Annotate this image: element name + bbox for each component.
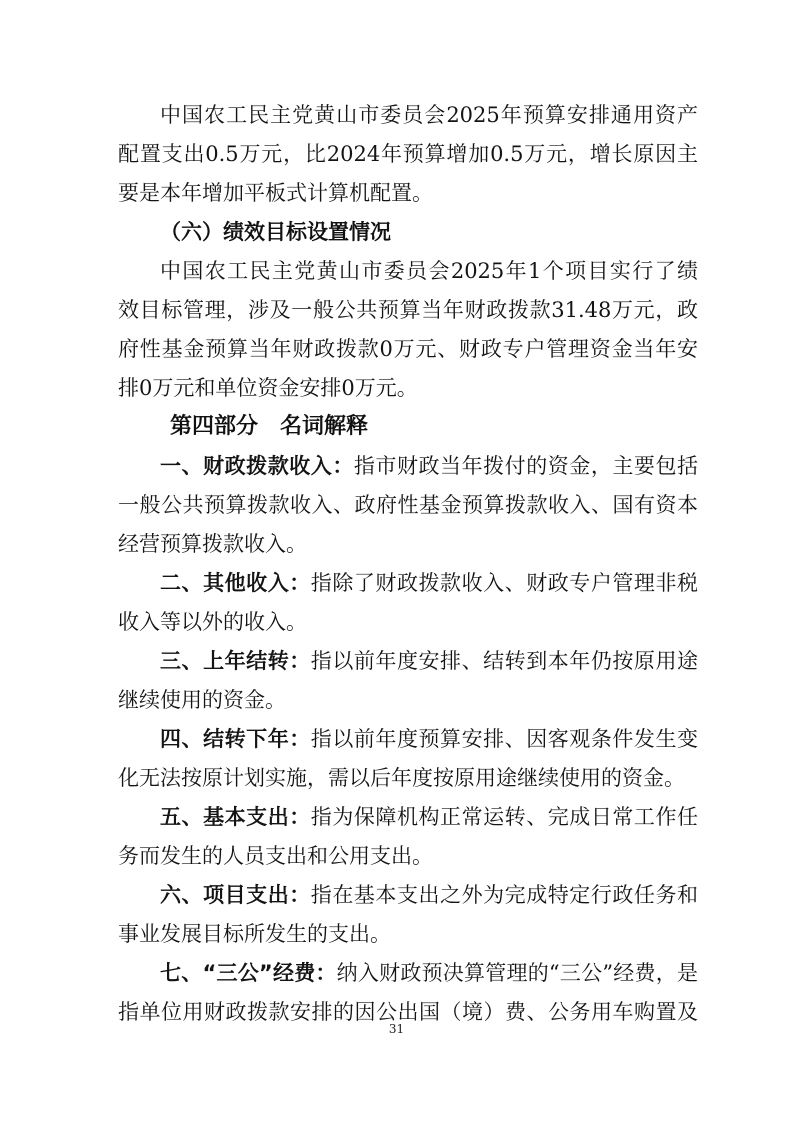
definition-line: 经营预算拨款收入。 (118, 532, 307, 556)
definition-first-line (160, 448, 698, 484)
definition-term: 七、“三公”经费： (160, 961, 337, 985)
definition-term: 五、基本支出： (160, 805, 311, 829)
section-heading: （六）绩效目标设置情况 (160, 220, 391, 244)
part-heading: 第四部分 名词解释 (170, 414, 369, 439)
definition-text: 指除了财政拨款收入、财政专户管理非税 (310, 571, 699, 595)
definition-term: 六、项目支出： (160, 883, 311, 907)
definition-line: 一般公共预算拨款收入、政府性基金预算拨款收入、国有资本 (118, 493, 698, 517)
definition-first-line (160, 643, 698, 679)
definition-text: 指以前年度安排、结转到本年仍按原用途 (310, 649, 699, 673)
page-number: 31 (388, 1022, 405, 1036)
definition-term: 一、财政拨款收入： (160, 454, 354, 478)
definition-line: 收入等以外的收入。 (118, 610, 307, 634)
definition-first-line (160, 565, 698, 601)
definition-line: 化无法按原计划实施，需以后年度按原用途继续使用的资金。 (118, 766, 685, 790)
definition-line: 继续使用的资金。 (118, 688, 286, 712)
definition-text: 指市财政当年拨付的资金，主要包括 (353, 454, 698, 478)
paragraph-line: 要是本年增加平板式计算机配置。 (118, 181, 433, 205)
paragraph-line: 配置支出0.5万元，比2024年预算增加0.5万元，增长原因主 (118, 142, 698, 166)
definition-first-line (160, 955, 698, 991)
definition-text: 指为保障机构正常运转、完成日常工作任 (310, 805, 699, 829)
paragraph-line: 排0万元和单位资金安排0万元。 (118, 376, 418, 400)
paragraph-line: 府性基金预算当年财政拨款0万元、财政专户管理资金当年安 (118, 337, 698, 361)
definition-first-line (160, 877, 698, 913)
paragraph-line: 中国农工民主党黄山市委员会2025年预算安排通用资产 (160, 103, 698, 127)
definition-line: 事业发展目标所发生的支出。 (118, 922, 391, 946)
definition-term: 四、结转下年： (160, 727, 311, 751)
definition-line: 务而发生的人员支出和公用支出。 (118, 844, 433, 868)
paragraph-line: 中国农工民主党黄山市委员会2025年1个项目实行了绩 (160, 259, 698, 283)
definition-term: 三、上年结转： (160, 649, 311, 673)
definition-text: 纳入财政预决算管理的“三公”经费，是 (336, 961, 698, 985)
definition-text: 指以前年度预算安排、因客观条件发生变 (310, 727, 699, 751)
definition-term: 二、其他收入： (160, 571, 311, 595)
paragraph-line: 效目标管理，涉及一般公共预算当年财政拨款31.48万元，政 (118, 298, 698, 322)
definition-text: 指在基本支出之外为完成特定行政任务和 (310, 883, 699, 907)
definition-line: 指单位用财政拨款安排的因公出国（境）费、公务用车购置及 (118, 1000, 698, 1024)
definition-first-line (160, 721, 698, 757)
definition-first-line (160, 799, 698, 835)
